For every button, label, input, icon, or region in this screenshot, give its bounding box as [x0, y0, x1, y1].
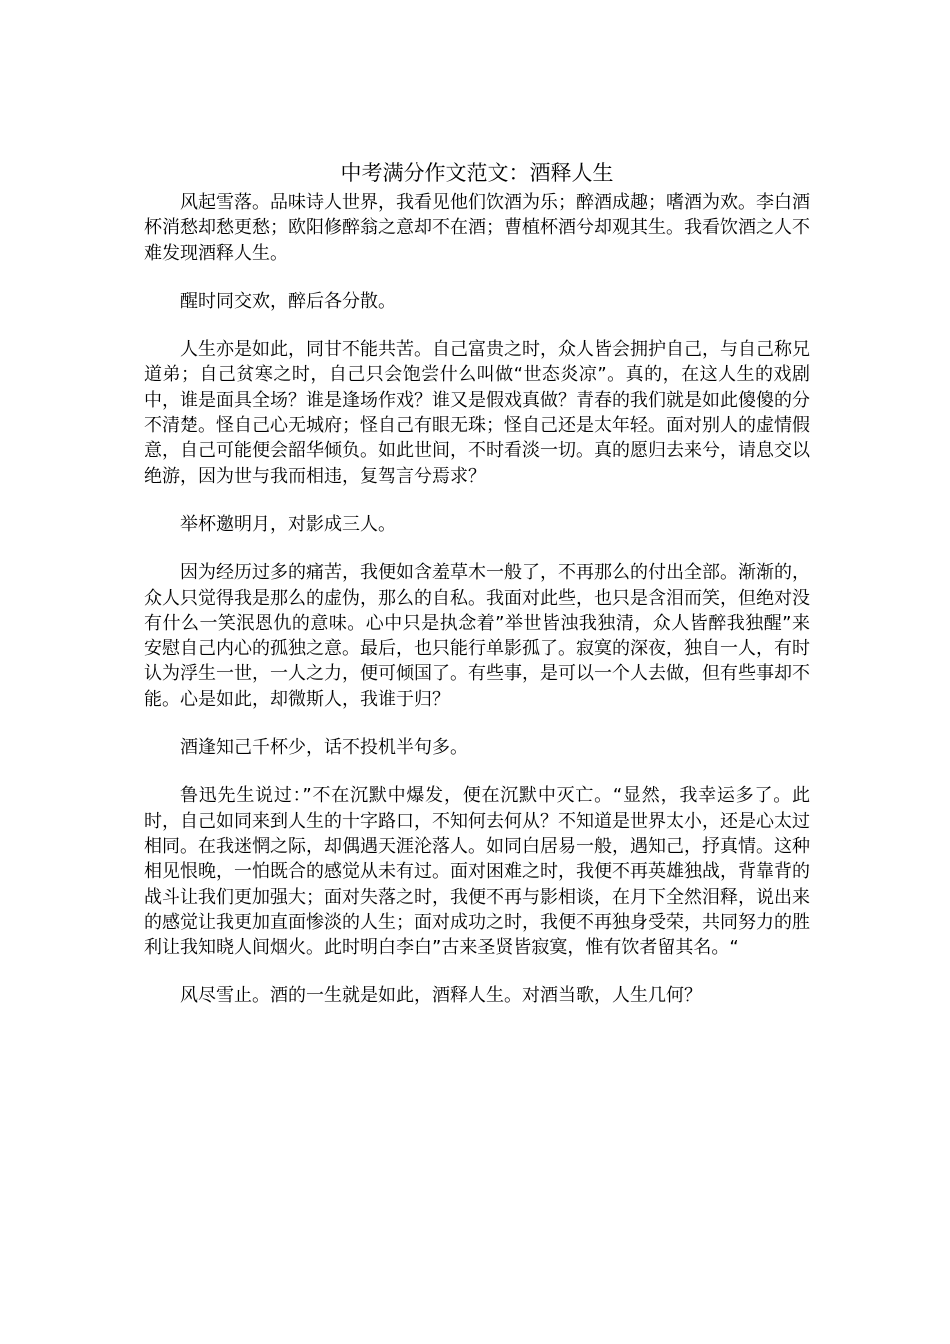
- paragraph-5: 因为经历过多的痛苦，我便如含羞草木一般了，不再那么的付出全部。渐渐的，众人只觉得我是那么的虚伪，那么的自私。我面对此些，也只是含泪而笑，但绝对没有什么一笑泯恩仇的意味。心中只是执念着”举世皆浊我独清，众人皆醉我独醒”来安慰自己内心的孤独之意。最后，也只能行单影孤了。寂寞的深夜，独自一人，有时认为浮生一世，一人之力，便可倾国了。有些事，是可以一个人去做，但有些事却不能。心是如此，却微斯人，我谁于归？: [144, 562, 810, 710]
- paragraph-6: 酒逢知己千杯少，话不投机半句多。: [180, 737, 468, 759]
- paragraph-3: 人生亦是如此，同甘不能共苦。自己富贵之时，众人皆会拥护自己，与自己称兄道弟；自己贫寒之时，自己只会饱尝什么叫做“世态炎凉”。真的，在这人生的戏剧中，谁是面具全场？谁是逢场作戏？谁又是假戏真做？青春的我们就是如此傻傻的分不清楚。怪自己心无城府；怪自己有眼无珠；怪自己还是太年轻。面对别人的虚情假意，自己可能便会韶华倾负。如此世间，不时看淡一切。真的愿归去来兮，请息交以绝游，因为世与我而相违，复驾言兮焉求？: [144, 339, 810, 487]
- document-title: 中考满分作文范文：酒释人生: [340, 161, 614, 185]
- paragraph-7: 鲁迅先生说过：”不在沉默中爆发，便在沉默中灭亡。“显然，我幸运多了。此时，自己如同来到人生的十字路口，不知何去何从？不知道是世界太小，还是心太过相同。在我迷惘之际，却偶遇天涯沦落人。如同白居易一般，遇知己，抒真情。这种相见恨晚，一怕既合的感觉从未有过。面对困难之时，我便不再英雄独战，背靠背的战斗让我们更加强大；面对失落之时，我便不再与影相谈，在月下全然泪释，说出来的感觉让我更加直面惨淡的人生；面对成功之时，我便不再独身受荣，共同努力的胜利让我知晓人间烟火。此时明白李白”古来圣贤皆寂寞，惟有饮者留其名。“: [144, 785, 810, 959]
- paragraph-4: 举杯邀明月，对影成三人。: [180, 513, 396, 535]
- paragraph-2: 醒时同交欢，醉后各分散。: [180, 290, 396, 312]
- document-page: [144, 158, 810, 1032]
- paragraph-1: 风起雪落。品味诗人世界，我看见他们饮酒为乐；醉酒成趣；嗜酒为欢。李白酒杯消愁却愁更愁；欧阳修醉翁之意却不在酒；曹植杯酒兮却观其生。我看饮酒之人不难发现酒释人生。: [144, 192, 810, 264]
- paragraph-8: 风尽雪止。酒的一生就是如此，酒释人生。对酒当歌，人生几何？: [180, 985, 702, 1007]
